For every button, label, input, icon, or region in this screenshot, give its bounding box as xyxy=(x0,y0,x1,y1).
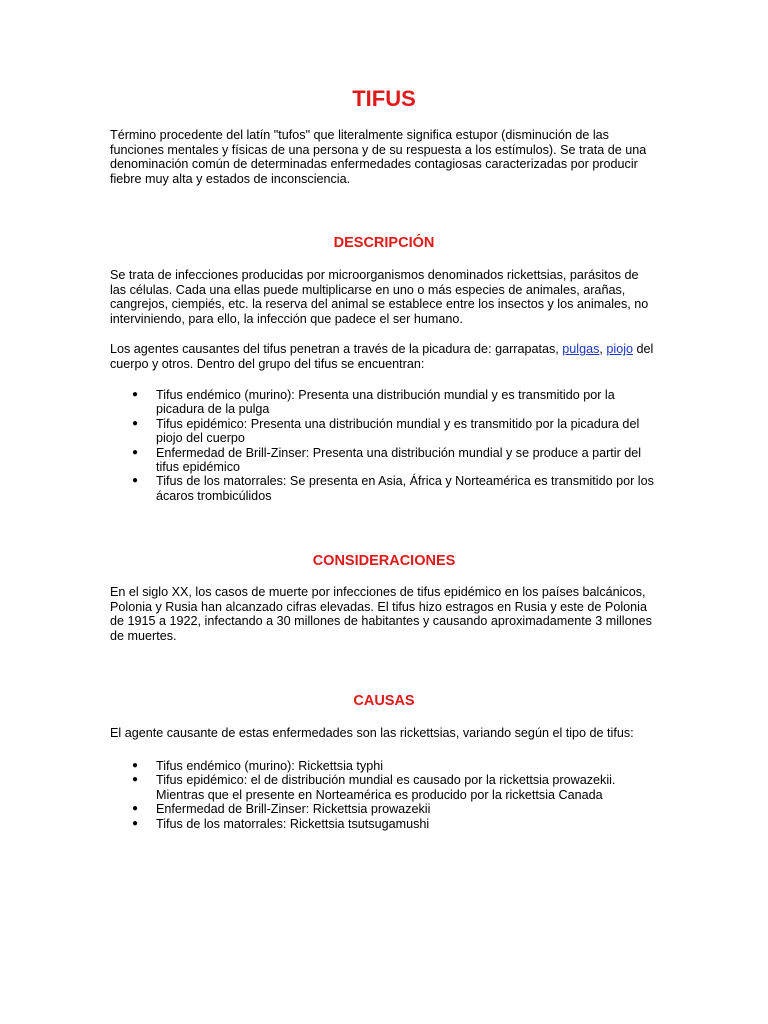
bullet-icon: ● xyxy=(132,446,139,458)
consideraciones-paragraph: En el siglo XX, los casos de muerte por infecciones de tifus epidémico en los países balcánicos, Polonia y Rusia han alcanzado cifras elevadas. El tifus hizo estragos en Rusia y este de Polonia de 1915 a 1922, infectando a 30 millones de habitantes y causando aproximadamente 3 millones de muertes. xyxy=(110,585,652,643)
piojo-link[interactable]: piojo xyxy=(606,342,634,356)
intro-paragraph: Término procedente del latín "tufos" que literalmente significa estupor (disminución de las funciones mentales y físicas de una persona y de su respuesta a los estímulos). Se trata de una denominación común de determinadas enfermedades contagiosas caracterizadas por producir fiebre muy alta y estados de inconsciencia. xyxy=(110,128,647,186)
pulgas-link[interactable]: pulgas xyxy=(562,342,600,356)
list-item: ● Tifus de los matorrales: Rickettsia tsutsugamushi xyxy=(132,816,430,831)
bullet-icon: ● xyxy=(132,817,139,829)
causas-bullet-list xyxy=(110,759,658,831)
list-item: ● Enfermedad de Brill-Zinser: Rickettsia prowazekii xyxy=(132,802,431,817)
bullet-icon: ● xyxy=(132,389,139,400)
list-item: ● Tifus epidémico: el de distribución mundial es causado por la rickettsia prowazekii. Mientras que el presente en Norteamérica es producido por la rickettsia Canada xyxy=(132,773,616,802)
descripcion-paragraph-2 xyxy=(110,342,658,371)
descripcion-text-before: Los agentes causantes del tifus penetran a través de la picadura de: garrapatas, xyxy=(110,342,563,356)
descripcion-paragraph-1: Se trata de infecciones producidas por microorganismos denominados rickettsias, parásitos de las células. Cada una ellas puede multiplicarse en uno o más especies de animales, arañas, cangrejos, ciempiés, etc. la reserva del animal se establece entre los insectos y los animales, no interviniendo, para ello, la infección que padece el ser humano. xyxy=(110,268,649,326)
list-item: ● Tifus de los matorrales: Se presenta en Asia, África y Norteamérica es transmitido por los ácaros trombicúlidos xyxy=(132,474,654,503)
bullet-icon: ● xyxy=(132,760,139,771)
document-title: TIFUS xyxy=(352,86,416,111)
causas-paragraph: El agente causante de estas enfermedades son las rickettsias, variando según el tipo de tifus: xyxy=(110,726,634,740)
bullet-icon: ● xyxy=(132,475,139,487)
heading-consideraciones: CONSIDERACIONES xyxy=(312,553,456,569)
list-item: ● Tifus endémico (murino): Presenta una distribución mundial y es transmitido por la picadura de la pulga xyxy=(132,388,615,417)
bullet-icon: ● xyxy=(132,774,139,786)
link-separator: , xyxy=(599,342,607,356)
bullet-icon: ● xyxy=(132,417,139,429)
descripcion-text-after: del cuerpo y otros. Dentro del grupo del tifus se encuentran: xyxy=(110,342,654,371)
list-item: ● Tifus endémico (murino): Rickettsia typhi xyxy=(132,759,383,773)
list-item: ● Tifus epidémico: Presenta una distribución mundial y es transmitido por la picadura del piojo del cuerpo xyxy=(132,416,640,446)
list-item: ● Enfermedad de Brill-Zinser: Presenta una distribución mundial y se produce a partir del tifus epidémico xyxy=(132,445,642,475)
bullet-icon: ● xyxy=(132,803,139,815)
descripcion-bullet-list xyxy=(110,388,658,503)
heading-causas: CAUSAS xyxy=(353,693,415,709)
heading-descripcion: DESCRIPCIÓN xyxy=(333,235,435,251)
